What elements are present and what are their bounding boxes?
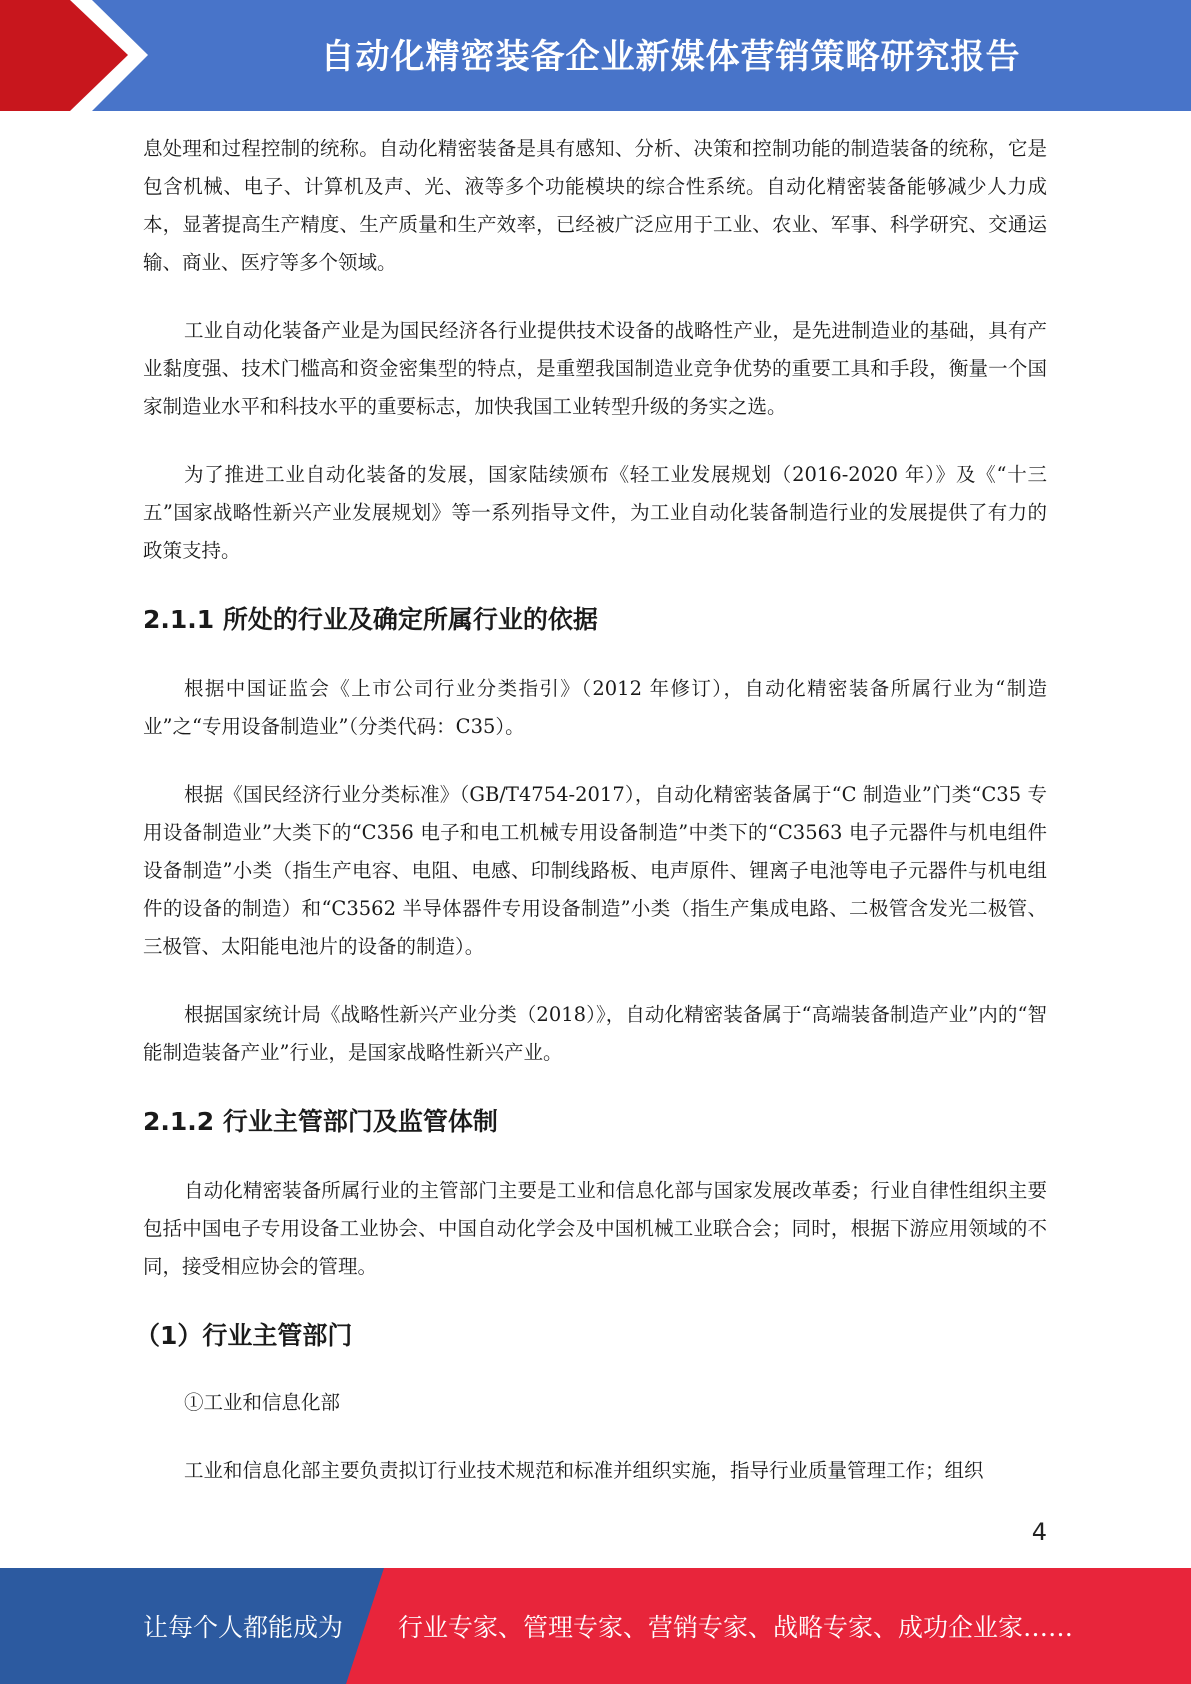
paragraph: 根据国家统计局《战略性新兴产业分类（2018）》，自动化精密装备属于“高端装备制造产业”内的“智能制造装备产业”行业，是国家战略性新兴产业。 bbox=[143, 1003, 1047, 1064]
paragraph: 息处理和过程控制的统称。自动化精密装备是具有感知、分析、决策和控制功能的制造装备的统称，它是包含机械、电子、计算机及声、光、液等多个功能模块的综合性系统。自动化精密装备能够减少人力成本，显著提高生产精度、生产质量和生产效率，已经被广泛应用于工业、农业、军事、科学研究、交通运输、商业、医疗等多个领域。 bbox=[143, 137, 1047, 274]
paragraph: 为了推进工业自动化装备的发展，国家陆续颁布《轻工业发展规划（2016-2020 年）》及《“十三五”国家战略性新兴产业发展规划》等一系列指导文件，为工业自动化装备制造行业的发展提供了有力的政策支持。 bbox=[143, 463, 1047, 562]
page-number: 4 bbox=[1031, 1518, 1047, 1546]
paragraph: 自动化精密装备所属行业的主管部门主要是工业和信息化部与国家发展改革委；行业自律性组织主要包括中国电子专用设备工业协会、中国自动化学会及中国机械工业联合会；同时，根据下游应用领域的不同，接受相应协会的管理。 bbox=[143, 1179, 1047, 1278]
paragraph: 工业自动化装备产业是为国民经济各行业提供技术设备的战略性产业，是先进制造业的基础，具有产业黏度强、技术门槛高和资金密集型的特点，是重塑我国制造业竞争优势的重要工具和手段，衡量一个国家制造业水平和科技水平的重要标志，加快我国工业转型升级的务实之选。 bbox=[143, 319, 1047, 418]
header-chevron-graphic bbox=[0, 0, 160, 111]
paragraph: 根据《国民经济行业分类标准》（GB/T4754-2017），自动化精密装备属于“C 制造业”门类“C35 专用设备制造业”大类下的“C356 电子和电工机械专用设备制造”中类下的“C3563 电子元器件与机电组件设备制造”小类（指生产电容、电阻、电感、印制线路板、电声原件、锂离子电池等电子元器件与机电组件的设备的制造）和“C3562 半导体器件专用设备制造”小类（指生产集成电路、二极管含发光二极管、三极管、太阳能电池片的设备的制造）。 bbox=[143, 783, 1047, 958]
paragraph: 根据中国证监会《上市公司行业分类指引》（2012 年修订），自动化精密装备所属行业为“制造业”之“专用设备制造业”（分类代码：C35）。 bbox=[143, 677, 1047, 738]
report-title: 自动化精密装备企业新媒体营销策略研究报告 bbox=[320, 36, 1021, 77]
paragraph: 工业和信息化部主要负责拟订行业技术规范和标准并组织实施，指导行业质量管理工作；组织 bbox=[184, 1459, 984, 1482]
section-heading-2-1-2: 2.1.2 行业主管部门及监管体制 bbox=[143, 1107, 498, 1136]
subsection-heading: （1）行业主管部门 bbox=[135, 1321, 353, 1350]
section-heading-2-1-1: 2.1.1 所处的行业及确定所属行业的依据 bbox=[143, 605, 598, 634]
footer-banner bbox=[0, 1568, 1191, 1684]
document-body bbox=[135, 130, 1047, 1520]
list-item-label: ①工业和信息化部 bbox=[184, 1391, 341, 1414]
header-banner bbox=[0, 0, 1191, 111]
footer-slogan-right: 行业专家、管理专家、营销专家、战略专家、成功企业家…… bbox=[398, 1613, 1074, 1642]
footer-slogan-left: 让每个人都能成为 bbox=[143, 1613, 344, 1642]
